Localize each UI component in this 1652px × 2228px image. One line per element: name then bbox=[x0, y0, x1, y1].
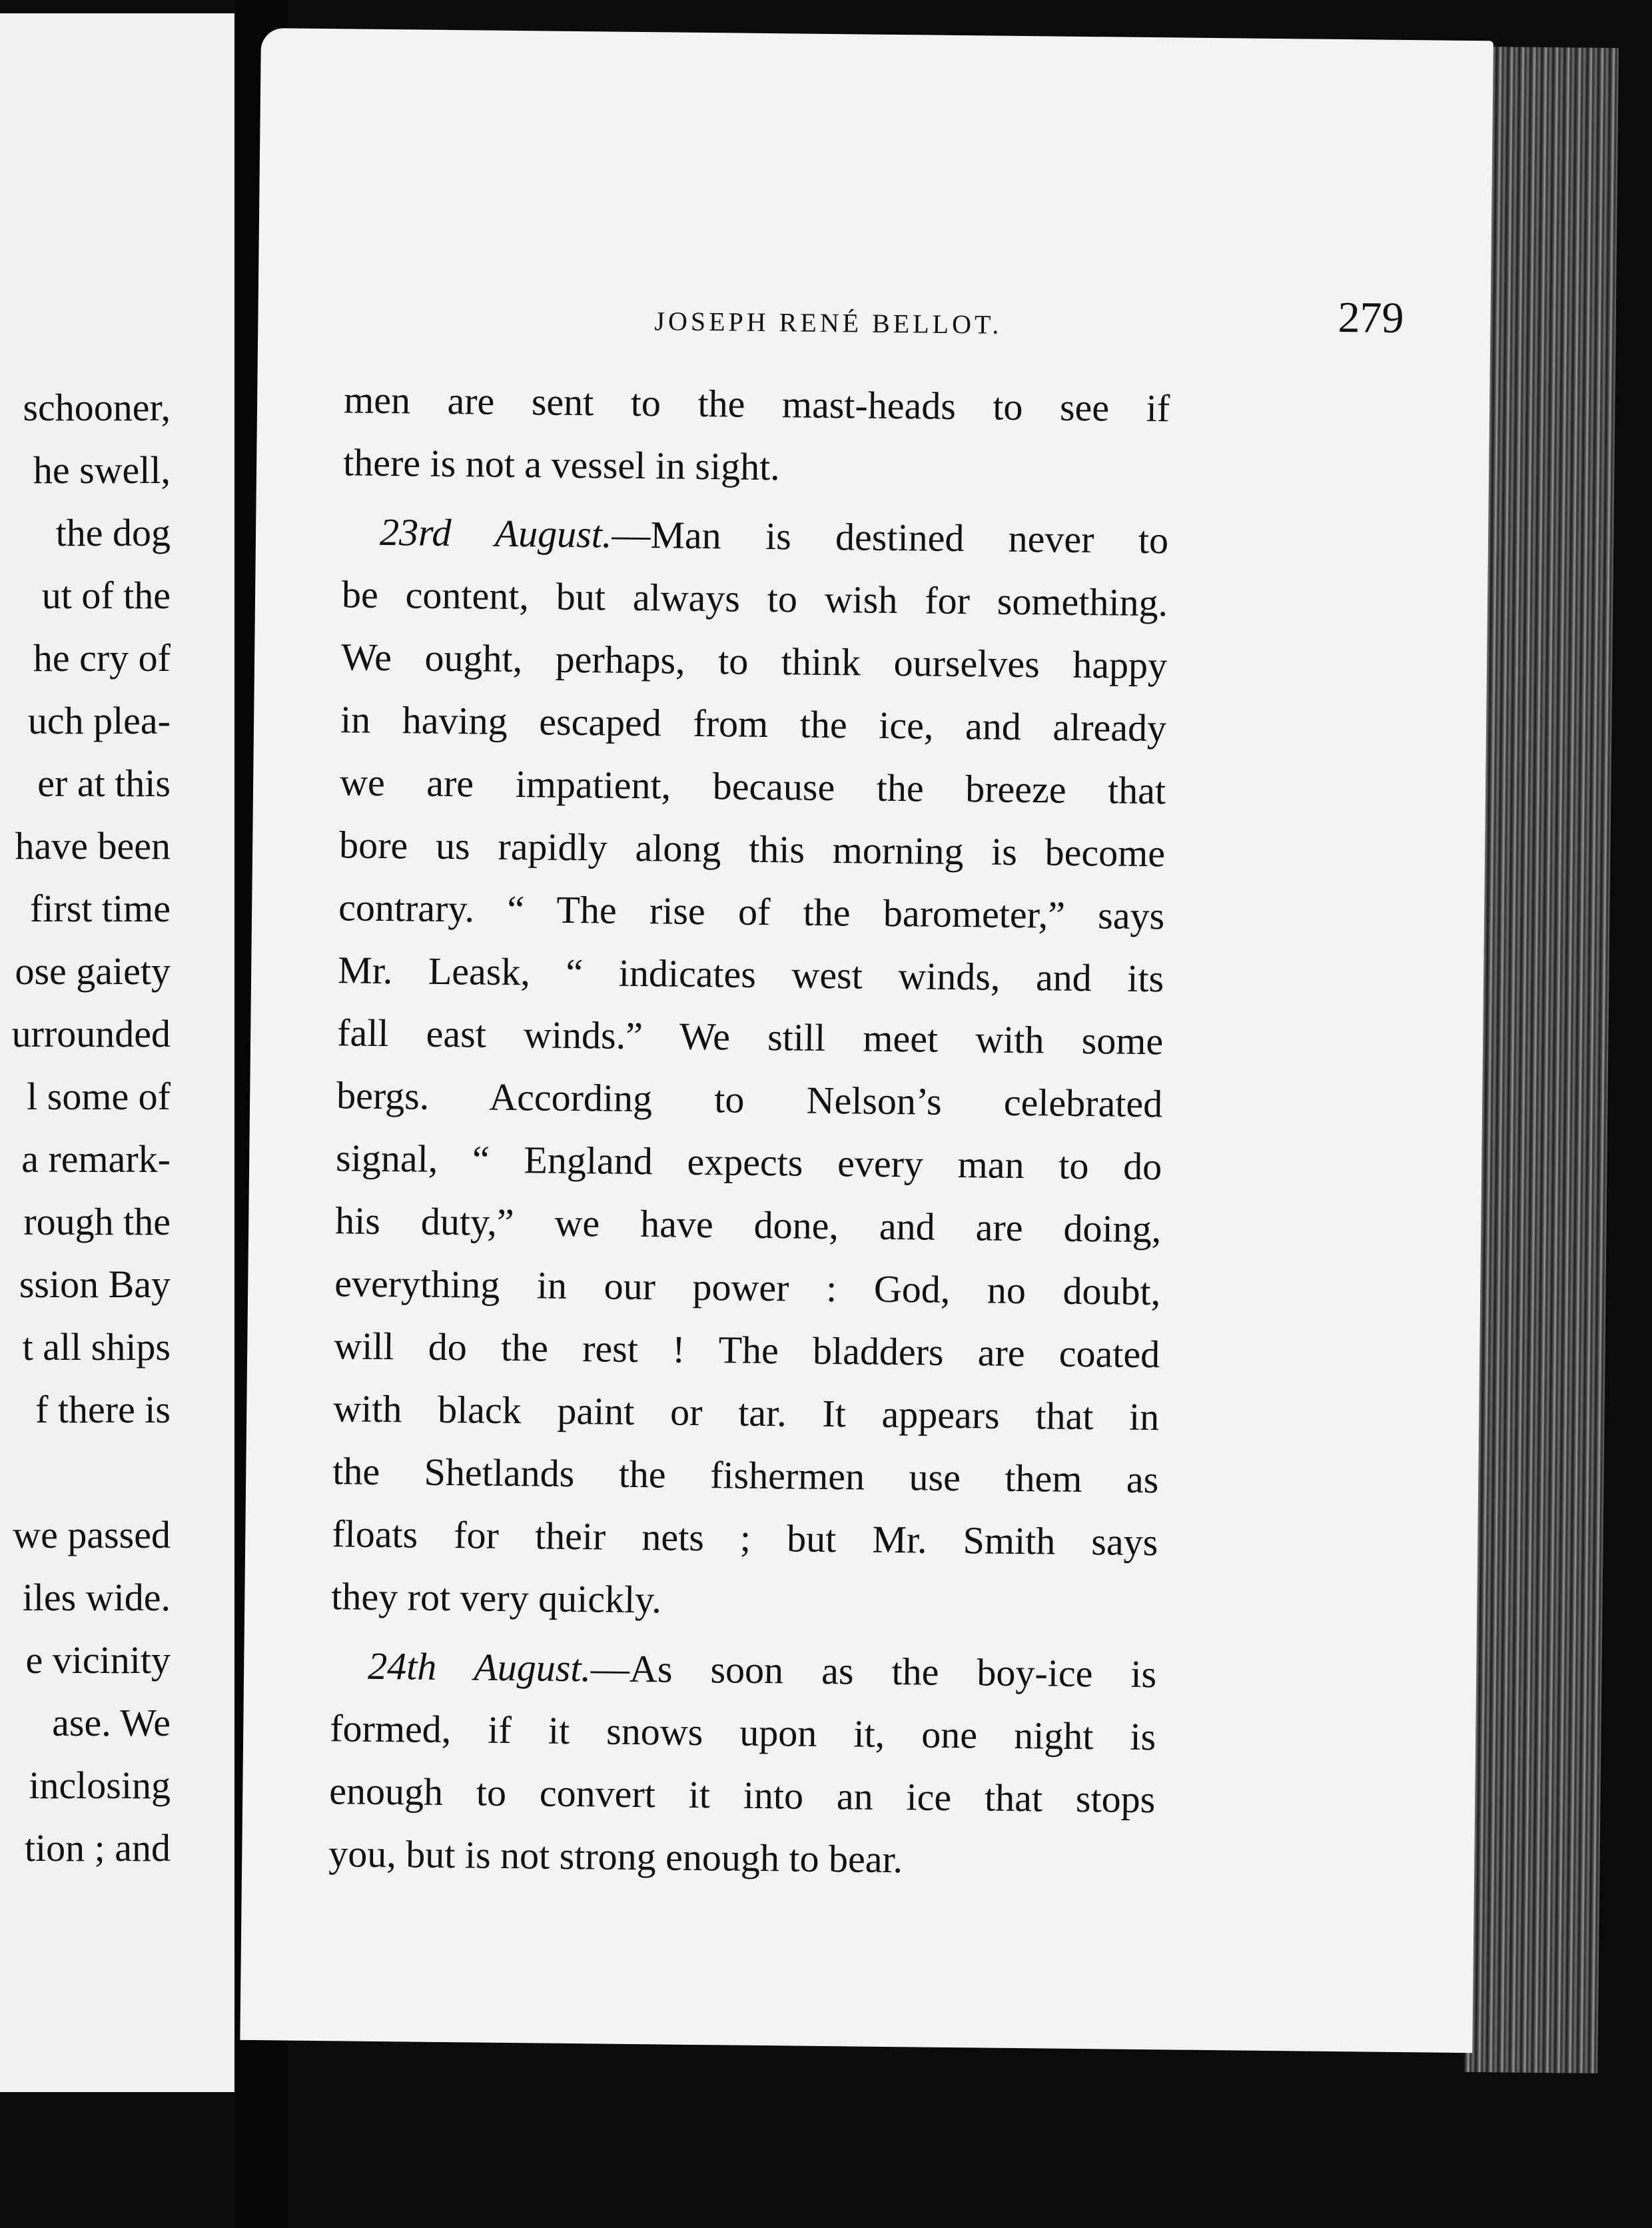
text-line: Mr. Leask, “ indicates west winds, and its bbox=[337, 948, 1164, 1001]
text-line: the Shetlands the fishermen use them as bbox=[332, 1449, 1159, 1502]
left-line: first time bbox=[29, 887, 171, 930]
running-title: JOSEPH RENÉ BELLOT. bbox=[654, 306, 1003, 340]
entry-date: 24th August. bbox=[367, 1644, 592, 1690]
left-line: a remark- bbox=[21, 1137, 171, 1181]
left-line: er at this bbox=[37, 762, 171, 805]
left-line: tion ; and bbox=[24, 1826, 171, 1870]
text-line: contrary. “ The rise of the barometer,” says bbox=[338, 885, 1165, 938]
left-line: schooner, bbox=[23, 386, 171, 429]
text-line: will do the rest ! The bladders are coated bbox=[333, 1324, 1160, 1377]
text-line: formed, if it snows upon it, one night is bbox=[329, 1706, 1156, 1759]
left-line: ase. We bbox=[52, 1701, 171, 1744]
left-line: urrounded bbox=[11, 1012, 171, 1055]
left-line: f there is bbox=[35, 1388, 171, 1431]
left-line: he swell, bbox=[33, 448, 171, 492]
body-text bbox=[328, 368, 1170, 1894]
text-line-rest: —Man is destined never to bbox=[612, 512, 1169, 562]
text-line: we are impatient, because the breeze that bbox=[339, 760, 1166, 813]
text-line: be content, but always to wish for something. bbox=[341, 572, 1168, 625]
left-line-blank bbox=[12, 1441, 171, 1504]
left-line: ssion Bay bbox=[19, 1263, 171, 1306]
text-line: enough to convert it into an ice that stops bbox=[328, 1769, 1156, 1822]
text-line bbox=[330, 1634, 1157, 1706]
text-line: men are sent to the mast-heads to see if bbox=[343, 378, 1170, 430]
text-line: you, but is not strong enough to bear. bbox=[328, 1832, 903, 1882]
left-line: have been bbox=[15, 824, 171, 867]
text-line bbox=[342, 500, 1169, 572]
left-line: we passed bbox=[13, 1513, 171, 1556]
text-line: his duty,” we have done, and are doing, bbox=[334, 1199, 1162, 1251]
left-page bbox=[0, 13, 234, 2092]
text-line: We ought, perhaps, to think ourselves happy bbox=[340, 635, 1168, 688]
right-page bbox=[240, 28, 1493, 2053]
left-line: t all ships bbox=[22, 1325, 171, 1369]
entry-date: 23rd August. bbox=[379, 510, 612, 556]
text-line: they rot very quickly. bbox=[331, 1574, 662, 1622]
left-line: l some of bbox=[27, 1075, 171, 1118]
left-line: uch plea- bbox=[27, 699, 171, 742]
text-line: in having escaped from the ice, and already bbox=[340, 698, 1167, 750]
text-line: bore us rapidly along this morning is become bbox=[338, 823, 1166, 875]
text-line: signal, “ England expects every man to do bbox=[335, 1136, 1162, 1189]
left-line: he cry of bbox=[33, 636, 171, 680]
left-line: ose gaiety bbox=[15, 949, 171, 993]
left-line: the dog bbox=[55, 511, 171, 554]
text-line-rest: —As soon as the boy-ice is bbox=[590, 1646, 1157, 1696]
text-line: there is not a vessel in sight. bbox=[342, 440, 781, 489]
text-line: bergs. According to Nelson’s celebrated bbox=[336, 1073, 1163, 1126]
left-line: iles wide. bbox=[22, 1576, 171, 1619]
text-line: floats for their nets ; but Mr. Smith says bbox=[332, 1512, 1158, 1564]
left-page-text bbox=[12, 376, 171, 1880]
left-line: rough the bbox=[23, 1200, 171, 1243]
left-line: inclosing bbox=[29, 1764, 171, 1807]
text-line: with black paint or tar. It appears that in bbox=[332, 1387, 1160, 1439]
text-line: fall east winds.” We still meet with some bbox=[336, 1011, 1164, 1063]
running-head bbox=[344, 282, 1444, 366]
left-line: ut of the bbox=[41, 574, 171, 617]
text-line: everything in our power : God, no doubt, bbox=[334, 1261, 1161, 1314]
left-line: e vicinity bbox=[25, 1638, 171, 1682]
page-number: 279 bbox=[1338, 292, 1404, 342]
